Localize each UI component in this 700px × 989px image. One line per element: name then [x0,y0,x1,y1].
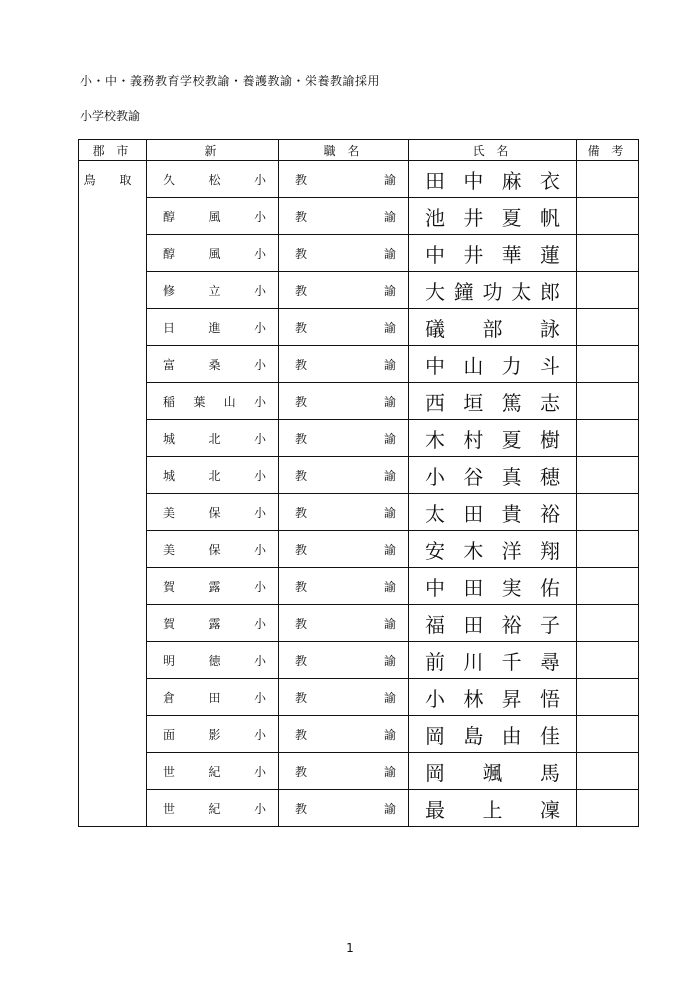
table-row [79,346,639,383]
table-row [79,753,639,790]
name-cell [409,494,577,531]
position-title: 教 諭 [295,690,396,705]
document-title: 小・中・義務教育学校教諭・養護教諭・栄養教諭採用 [80,74,381,88]
name-cell [409,235,577,272]
table-row [79,198,639,235]
remarks-cell [577,309,639,346]
staff-table [78,139,639,827]
person-name: 中 井 華 蓮 [425,242,560,267]
table-row [79,568,639,605]
position-title: 教 諭 [295,727,396,742]
name-cell [409,642,577,679]
district-cell: 鳥 取 [79,161,147,827]
position-title: 教 諭 [295,394,396,409]
person-name: 岡 島 由 佳 [425,723,560,748]
name-cell [409,790,577,827]
person-name: 岡 颯 馬 [425,760,560,785]
remarks-cell [577,161,639,198]
name-cell [409,198,577,235]
person-name: 木 村 夏 樹 [425,427,560,452]
school-cell [147,383,279,420]
table-row [79,790,639,827]
school-cell [147,568,279,605]
position-cell [279,716,409,753]
position-cell [279,679,409,716]
position-cell [279,494,409,531]
position-cell [279,161,409,198]
table-header-row [79,140,639,161]
person-name: 田 中 麻 衣 [425,168,560,193]
position-title: 教 諭 [295,246,396,261]
remarks-cell [577,531,639,568]
school-name: 面 影 小 [163,727,266,742]
table-row [79,272,639,309]
position-cell [279,346,409,383]
name-cell [409,272,577,309]
school-cell [147,605,279,642]
table-body [79,161,639,827]
school-cell [147,716,279,753]
person-name: 前 川 千 尋 [425,649,560,674]
school-name: 久 松 小 [163,172,266,187]
header-school: 新 [147,140,279,161]
position-title: 教 諭 [295,764,396,779]
table-row [79,494,639,531]
header-name: 氏 名 [409,140,577,161]
school-name: 日 進 小 [163,320,266,335]
school-cell [147,272,279,309]
school-name: 世 紀 小 [163,764,266,779]
position-cell [279,383,409,420]
position-cell [279,420,409,457]
header-remarks: 備 考 [577,140,639,161]
school-cell [147,531,279,568]
school-cell [147,494,279,531]
position-title: 教 諭 [295,209,396,224]
school-cell [147,420,279,457]
school-name: 醇 風 小 [163,209,266,224]
position-cell [279,790,409,827]
position-cell [279,235,409,272]
position-cell [279,753,409,790]
person-name: 福 田 裕 子 [425,612,560,637]
remarks-cell [577,235,639,272]
school-name: 修 立 小 [163,283,266,298]
school-name: 城 北 小 [163,431,266,446]
remarks-cell [577,346,639,383]
remarks-cell [577,568,639,605]
position-cell [279,309,409,346]
table-row [79,309,639,346]
school-cell [147,642,279,679]
school-name: 賀 露 小 [163,579,266,594]
person-name: 安 木 洋 翔 [425,538,560,563]
person-name: 小 谷 真 穂 [425,464,560,489]
name-cell [409,346,577,383]
school-name: 倉 田 小 [163,690,266,705]
remarks-cell [577,272,639,309]
school-cell [147,346,279,383]
remarks-cell [577,605,639,642]
position-title: 教 諭 [295,357,396,372]
position-cell [279,642,409,679]
name-cell [409,309,577,346]
name-cell [409,531,577,568]
school-name: 稲 葉 山 小 [163,394,266,409]
table-row [79,605,639,642]
page-number: 1 [346,941,354,955]
table-row [79,716,639,753]
position-cell [279,531,409,568]
school-name: 富 桑 小 [163,357,266,372]
position-title: 教 諭 [295,542,396,557]
person-name: 礒 部 詠 [425,316,560,341]
remarks-cell [577,642,639,679]
name-cell [409,679,577,716]
school-name: 美 保 小 [163,505,266,520]
position-cell [279,272,409,309]
name-cell [409,716,577,753]
school-cell [147,790,279,827]
position-title: 教 諭 [295,653,396,668]
position-title: 教 諭 [295,431,396,446]
remarks-cell [577,790,639,827]
position-cell [279,568,409,605]
person-name: 大 鐘 功 太 郎 [425,279,560,304]
position-title: 教 諭 [295,172,396,187]
name-cell [409,161,577,198]
position-title: 教 諭 [295,468,396,483]
school-name: 城 北 小 [163,468,266,483]
section-title: 小学校教諭 [80,109,141,123]
school-name: 美 保 小 [163,542,266,557]
table-row [79,457,639,494]
person-name: 西 垣 篤 志 [425,390,560,415]
person-name: 最 上 凜 [425,797,560,822]
remarks-cell [577,383,639,420]
name-cell [409,753,577,790]
name-cell [409,605,577,642]
remarks-cell [577,420,639,457]
table-row [79,642,639,679]
table-row [79,420,639,457]
school-name: 醇 風 小 [163,246,266,261]
school-cell [147,457,279,494]
table-row [79,383,639,420]
name-cell [409,457,577,494]
remarks-cell [577,494,639,531]
table-row [79,679,639,716]
name-cell [409,568,577,605]
school-cell [147,753,279,790]
position-title: 教 諭 [295,505,396,520]
school-name: 世 紀 小 [163,801,266,816]
position-title: 教 諭 [295,616,396,631]
table-row [79,161,639,198]
position-cell [279,198,409,235]
person-name: 太 田 貴 裕 [425,501,560,526]
table-row [79,235,639,272]
header-position: 職 名 [279,140,409,161]
position-cell [279,605,409,642]
header-district: 郡 市 [79,140,147,161]
person-name: 中 山 力 斗 [425,353,560,378]
name-cell [409,420,577,457]
school-cell [147,161,279,198]
remarks-cell [577,679,639,716]
school-cell [147,679,279,716]
person-name: 小 林 昇 悟 [425,686,560,711]
position-title: 教 諭 [295,320,396,335]
school-cell [147,309,279,346]
remarks-cell [577,753,639,790]
name-cell [409,383,577,420]
school-name: 明 徳 小 [163,653,266,668]
school-name: 賀 露 小 [163,616,266,631]
remarks-cell [577,716,639,753]
remarks-cell [577,198,639,235]
person-name: 中 田 実 佑 [425,575,560,600]
person-name: 池 井 夏 帆 [425,205,560,230]
position-title: 教 諭 [295,283,396,298]
school-cell [147,198,279,235]
remarks-cell [577,457,639,494]
school-cell [147,235,279,272]
position-title: 教 諭 [295,579,396,594]
position-cell [279,457,409,494]
table-row [79,531,639,568]
position-title: 教 諭 [295,801,396,816]
